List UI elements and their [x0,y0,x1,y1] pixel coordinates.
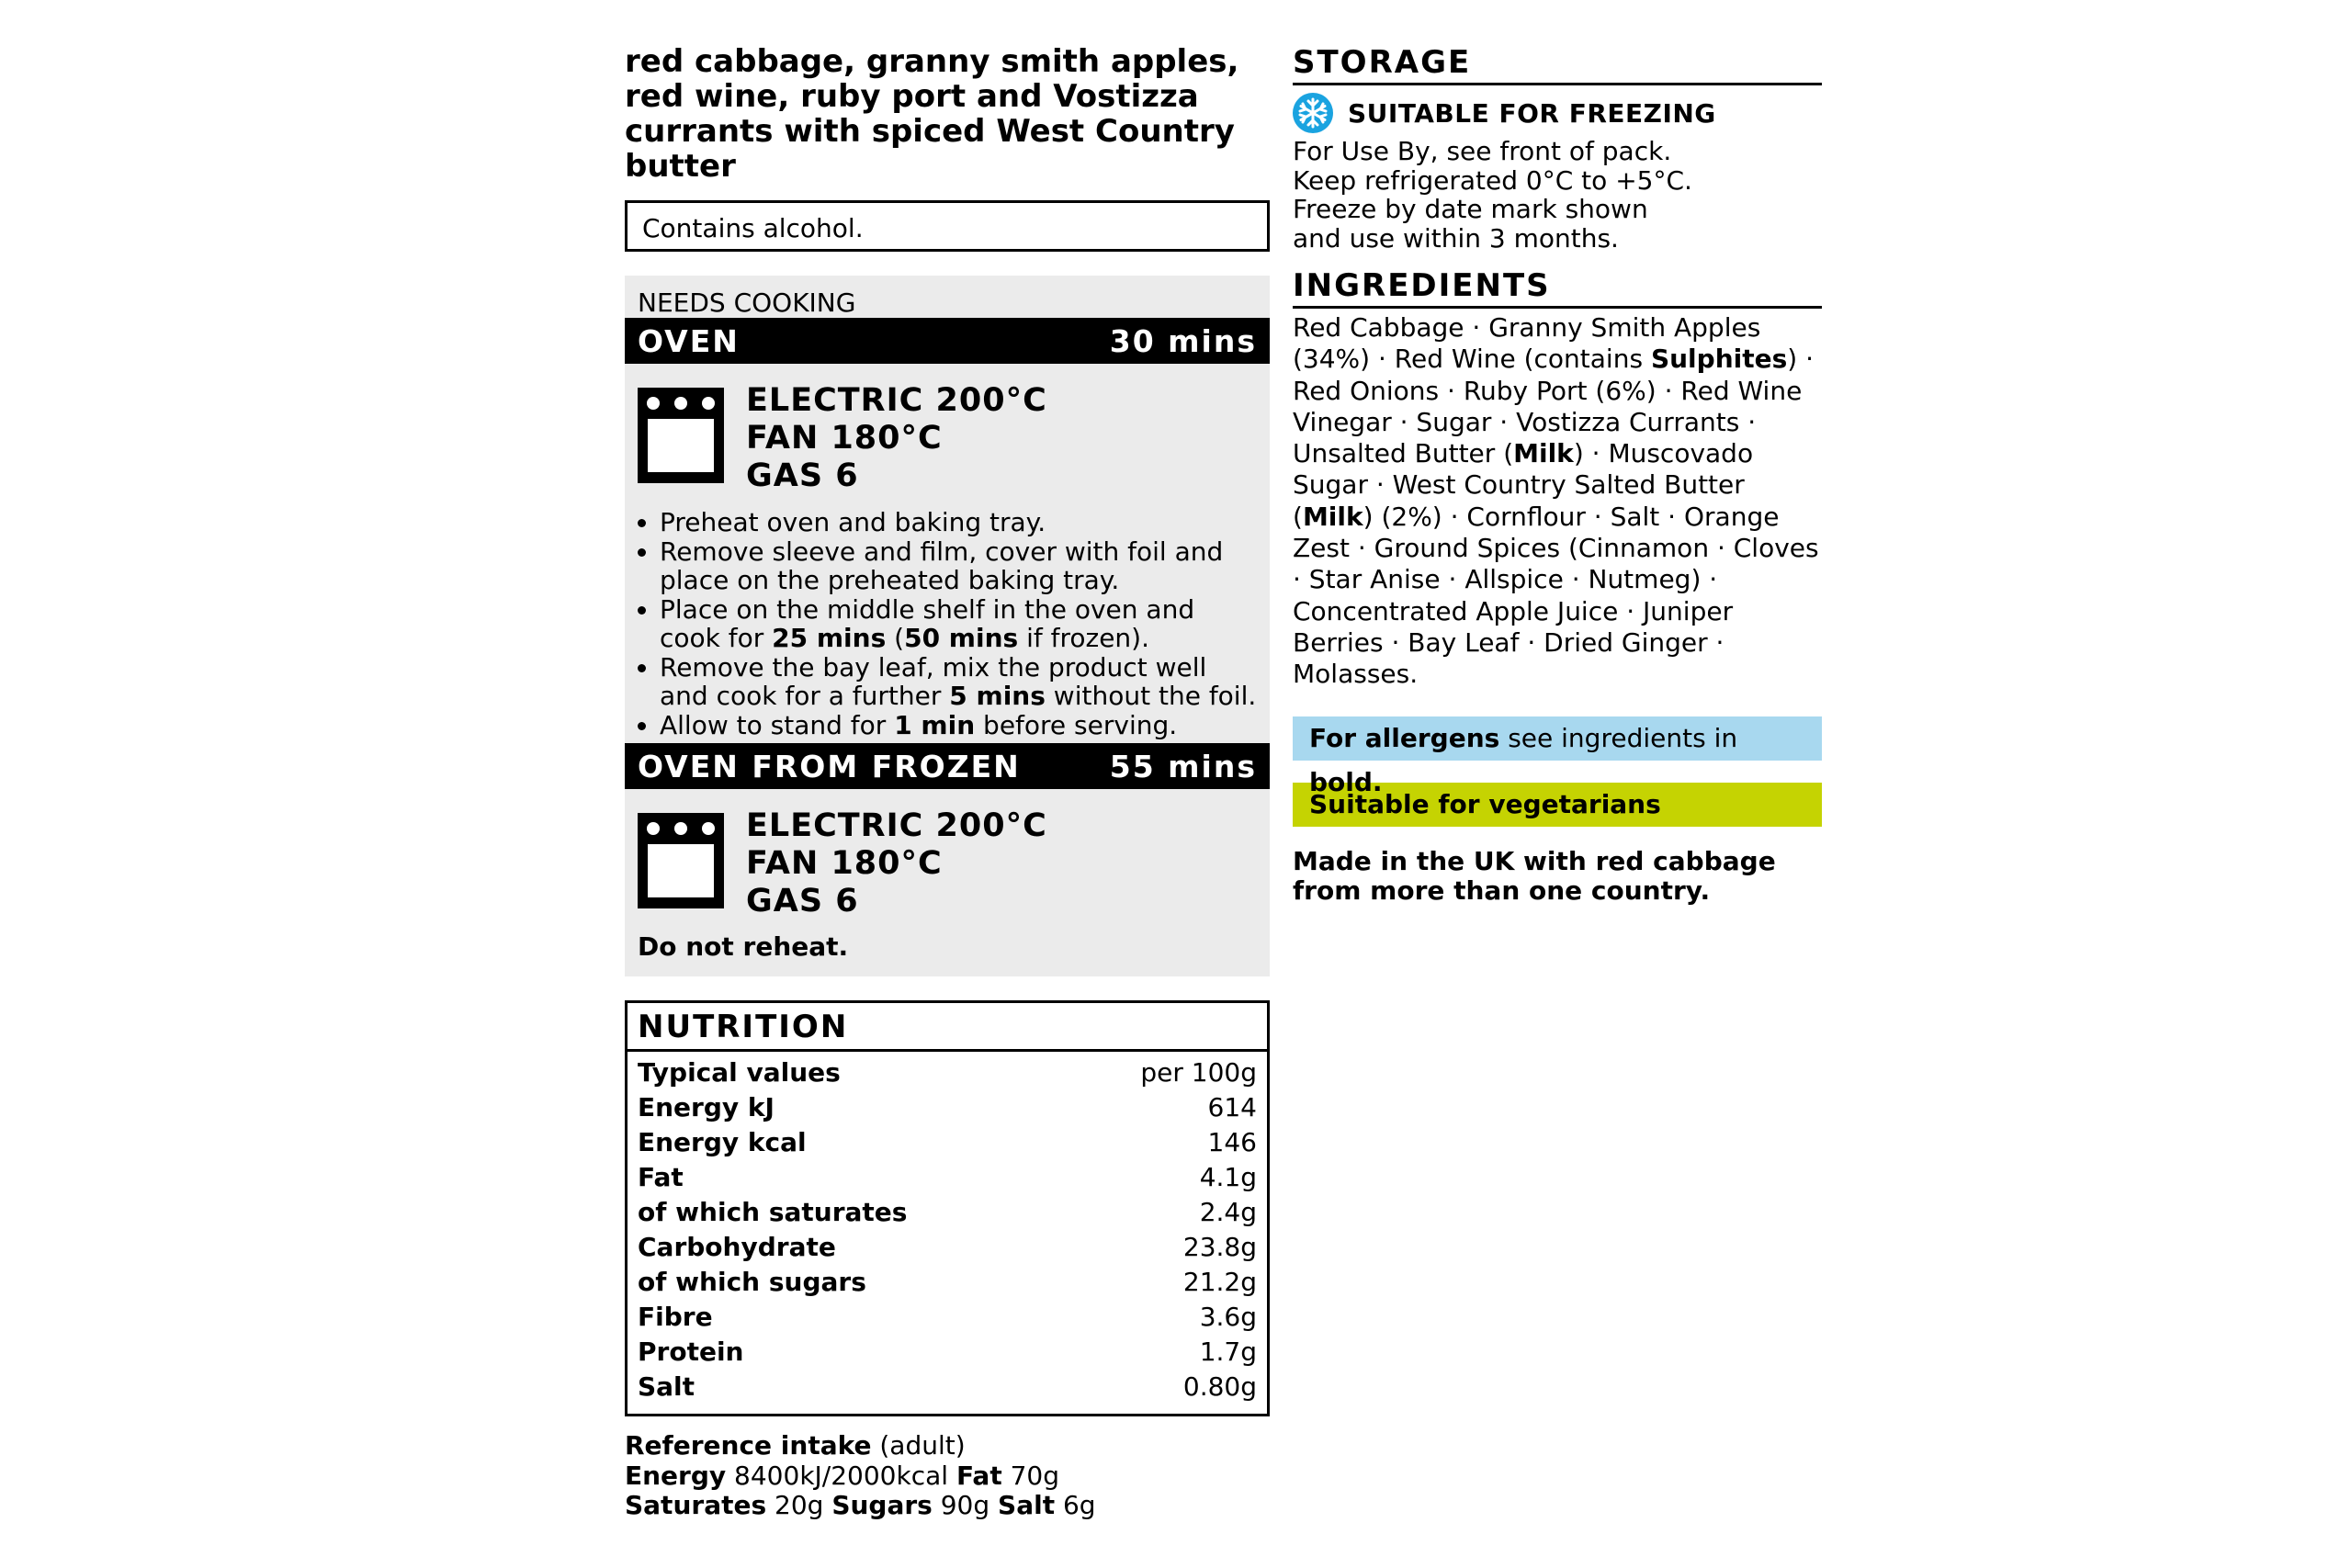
nutrition-label: of which sugars [638,1267,866,1297]
step-item: • Place on the middle shelf in the oven and cook for 25 mins (50 mins if frozen). [660,595,1257,653]
storage-text [1293,137,1822,253]
ref-salt-value: 6g [1055,1490,1096,1520]
ref-sugars-label: Sugars [831,1490,933,1520]
nutrition-value: 2.4g [1199,1197,1257,1227]
oven-fan: FAN 180°C [746,420,943,457]
storage-title: STORAGE [1293,44,1822,85]
nutrition-label: Carbohydrate [638,1232,836,1262]
nutrition-header-label: Typical values [638,1057,841,1088]
nutrition-row [638,1125,1257,1160]
oven-icon [638,813,724,908]
nutrition-row [638,1195,1257,1230]
nutrition-label: Energy kcal [638,1127,807,1157]
product-title: red cabbage, granny smith apples, red wine, ruby port and Vostizza currants with spiced West Country butter [625,43,1239,185]
nutrition-label: Protein [638,1337,744,1367]
frozen-time: 55 mins [1109,748,1257,784]
nutrition-header-value: per 100g [1140,1057,1257,1088]
nutrition-title: NUTRITION [628,1003,1267,1052]
ref-saturates-label: Saturates [625,1490,767,1520]
nutrition-value: 614 [1207,1092,1257,1122]
no-reheat-note: Do not reheat. [638,931,849,962]
nutrition-value: 1.7g [1199,1337,1257,1367]
nutrition-row [638,1370,1257,1404]
step-item: • Allow to stand for 1 min before serving. [660,711,1257,740]
allergen-word: Milk [1513,438,1574,469]
allergen-middle: see ingredients in [1499,722,1738,753]
snowflake-icon [1293,93,1333,133]
ingredients-text: Red Cabbage · Granny Smith Apples (34%) · Red Wine (contains Sulphites) · Red Onions · Ruby Port (6%) · Red Wine Vinegar · Sugar · Vostizza Currants · Unsalted Butter (Milk) · Muscovado Sugar · West Country Salted Butter (Milk) (2%) · Cornflour · Salt · Orange Zest · Ground Spices (Cinnamon · Cloves · Star Anise · Allspice · Nutmeg) · Concentrated Apple Juice · Juniper Berries · Bay Leaf · Dried Ginger · Molasses. [1293,312,1819,690]
oven-time: 30 mins [1109,322,1257,359]
ref-fat-value: 70g [1001,1460,1060,1491]
nutrition-label: Salt [638,1371,695,1402]
nutrition-value: 4.1g [1199,1162,1257,1192]
storage-line: Freeze by date mark shown [1293,194,1648,224]
oven-electric: ELECTRIC 200°C [746,382,1047,419]
ref-salt-label: Salt [998,1490,1056,1520]
allergen-bold: For allergens [1309,722,1500,753]
nutrition-row [638,1230,1257,1265]
nutrition-table [625,1000,1270,1416]
storage-line: and use within 3 months. [1293,222,1619,254]
ref-saturates-value: 20g [766,1490,832,1520]
storage-line: Keep refrigerated 0°C to +5°C. [1293,164,1692,196]
nutrition-row [638,1265,1257,1300]
oven-label: OVEN [638,322,740,359]
allergen-word: Milk [1302,501,1363,532]
nutrition-row [638,1090,1257,1125]
nutrition-value: 146 [1207,1127,1257,1157]
nutrition-row [638,1160,1257,1195]
ref-heading-suffix: (adult) [871,1430,966,1461]
frozen-bar [625,743,1270,789]
left-column [625,44,1270,1521]
cooking-instructions [625,276,1270,976]
ref-sugars-value: 90g [932,1490,999,1520]
reference-intake [625,1431,1270,1521]
frozen-fan: FAN 180°C [746,845,943,882]
ref-energy-label: Energy [625,1460,727,1491]
nutrition-label: Fibre [638,1302,713,1332]
nutrition-value: 21.2g [1182,1267,1257,1297]
nutrition-label: Fat [638,1162,684,1192]
frozen-label: OVEN FROM FROZEN [638,748,1021,784]
freezing-row [1293,93,1822,133]
nutrition-label: Energy kJ [638,1092,775,1122]
vegetarian-badge: Suitable for vegetarians [1293,783,1822,827]
allergen-note [1293,716,1822,761]
step-item: • Preheat oven and baking tray. [660,508,1257,537]
nutrition-header-row [638,1055,1257,1090]
ref-energy-value: 8400kJ/2000kcal [726,1460,956,1491]
origin-note: Made in the UK with red cabbage from more than one country. [1293,845,1776,906]
step-item: • Remove sleeve and film, cover with foil and place on the preheated baking tray. [660,537,1257,595]
frozen-gas: GAS 6 [746,883,859,919]
nutrition-value: 3.6g [1199,1302,1257,1332]
oven-bar [625,318,1270,364]
frozen-settings [625,789,1270,926]
oven-settings [625,364,1270,501]
freezing-label: SUITABLE FOR FREEZING [1348,97,1716,129]
frozen-electric: ELECTRIC 200°C [746,807,1047,844]
oven-steps [625,508,1270,739]
nutrition-label: of which saturates [638,1197,908,1227]
nutrition-value: 23.8g [1182,1232,1257,1262]
allergen-word: Sulphites [1650,344,1788,375]
needs-cooking-label: NEEDS COOKING [638,288,856,318]
right-column [1293,44,1822,906]
storage-line: For Use By, see front of pack. [1293,136,1672,166]
nutrition-value: 0.80g [1182,1371,1257,1402]
oven-icon [638,388,724,483]
nutrition-row [638,1300,1257,1335]
oven-gas: GAS 6 [746,457,859,494]
ref-heading: Reference intake [625,1430,872,1461]
alcohol-notice: Contains alcohol. [625,200,1270,252]
ingredients-title: INGREDIENTS [1293,267,1822,309]
step-item: • Remove the bay leaf, mix the product well and cook for a further 5 mins without the foil. [660,653,1257,711]
nutrition-row [638,1335,1257,1370]
ref-fat-label: Fat [956,1460,1002,1491]
